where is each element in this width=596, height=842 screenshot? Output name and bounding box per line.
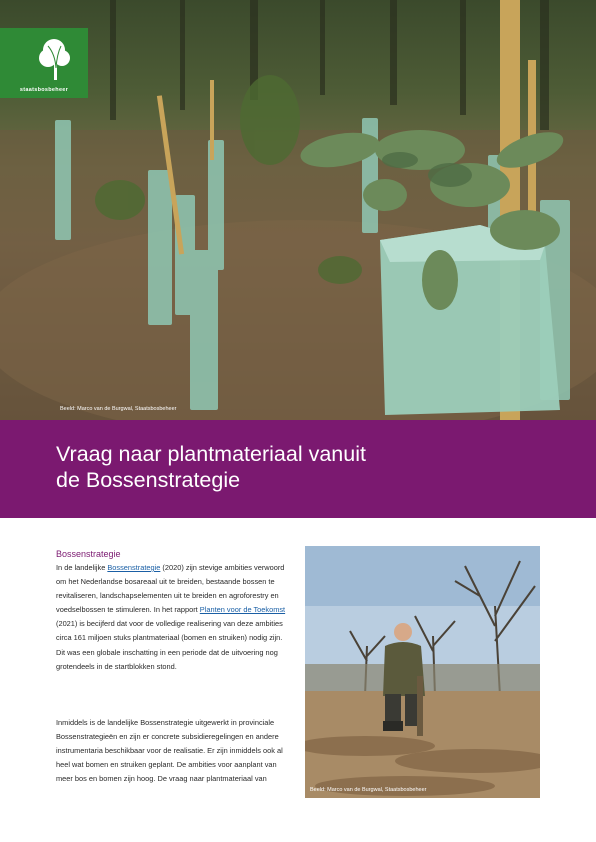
planten-voor-de-toekomst-link[interactable]: Planten voor de Toekomst [199, 605, 286, 615]
hero-photo [0, 0, 596, 420]
page-title-line2: de Bossenstrategie [56, 468, 241, 492]
hero-illustration [0, 0, 596, 420]
paragraph-1-text-b: (2020) zijn stevige ambities verwoord om het Nederlandse bosareaal uit te breiden, bestaande bossen te revitaliseren, landschapselementen uit te breiden en agroforestry en voedselbossen te stimuleren. In het rapport [56, 563, 285, 615]
brand-name: staatsbosbeheer [19, 87, 69, 93]
staatsbosbeheer-logo[interactable] [0, 28, 88, 98]
page-title-line1: Vraag naar plantmateriaal vanuit [56, 442, 366, 466]
photo-credit: Beeld: Marco van de Burgwal, Staatsbosbeheer [310, 787, 427, 793]
hero-photo-credit: Beeld: Marco van de Burgwal, Staatsbosbeheer [60, 406, 177, 412]
paragraph-1-text-a: In de landelijke [56, 563, 108, 572]
paragraph-2: Inmiddels is de landelijke Bossenstrategie uitgewerkt in provinciale Bossenstrategieën en zijn er concrete subsidieregelingen en andere instrumentaria beschikbaar voor de realisatie. Er zijn inmiddels ook al heel wat bomen en struiken geplant. De ambities voor aanplant van meer bos en bomen zijn hoog. De vraag naar plantmateriaal van [56, 718, 283, 784]
section-heading: Bossenstrategie [56, 549, 121, 559]
forester-illustration [305, 546, 540, 798]
forester-photo [305, 546, 540, 798]
bossenstrategie-link[interactable]: Bossenstrategie [107, 563, 161, 572]
paragraph-1-text-c: (2021) is becijferd dat voor de volledige realisering van deze ambities circa 161 miljoen stuks plantmateriaal (bomen en struiken) nodig zijn. Dit was een globale inschatting in een periode dat de uitvoering nog grotendeels in de startblokken stond. [56, 619, 283, 671]
page-title [56, 441, 536, 493]
paragraph-1 [56, 561, 288, 674]
